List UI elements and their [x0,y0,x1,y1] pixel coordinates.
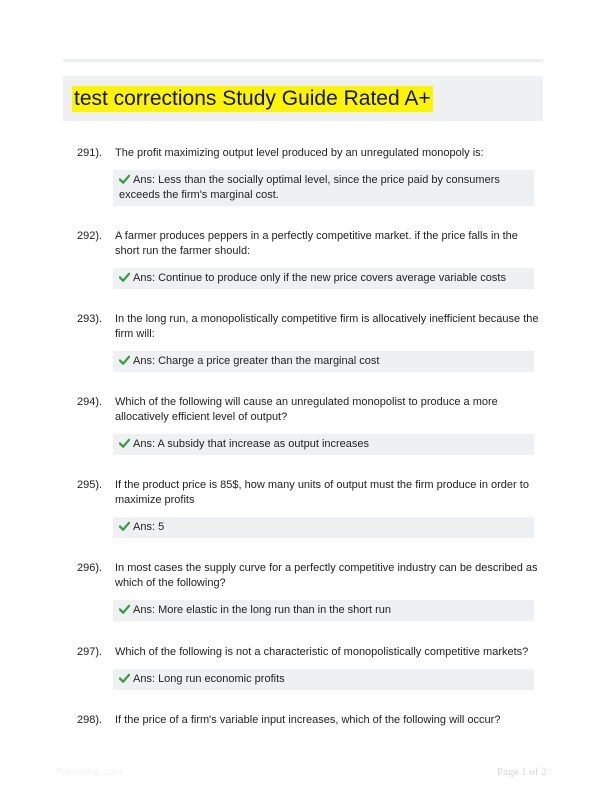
top-rule [63,59,543,62]
answer-text: Ans: More elastic in the long run than in the short run [133,604,392,616]
answer-box [113,600,534,621]
check-icon [119,174,130,184]
answer-box [113,268,534,289]
question-number: 293). [77,313,103,325]
question-text: In the long run, a monopolistically competitive firm is allocatively inefficient because the firm will: [115,313,539,340]
question-text: A farmer produces peppers in a perfectly competitive market. if the price falls in the short run the farmer should: [115,230,518,257]
check-icon [119,604,130,614]
page-number: Page 1 of 2 [497,766,547,778]
answer-text: Ans: Less than the socially optimal level, since the price paid by consumers exceeds the firm's marginal cost. [119,174,500,201]
answer-box [113,170,534,206]
answer-box [113,517,534,538]
check-icon [119,673,130,683]
question-number: 294). [77,396,103,408]
answer-box [113,669,534,690]
check-icon [119,272,130,282]
question-text: The profit maximizing output level produced by an unregulated monopoly is: [115,147,484,159]
question-number: 295). [77,479,103,491]
answer-text: Ans: Long run economic profits [133,673,285,685]
question-number: 291). [77,147,103,159]
answer-box [113,434,534,455]
question-number: 296). [77,562,103,574]
question-text: If the price of a firm's variable input increases, which of the following will occur? [115,714,501,726]
check-icon [119,355,130,365]
question-text: In most cases the supply curve for a perfectly competitive industry can be described as which of the following? [115,562,538,589]
answer-text: Ans: Charge a price greater than the marginal cost [133,355,380,367]
question-text: If the product price is 85$, how many units of output must the firm produce in order to maximize profits [115,479,529,506]
question-number: 298). [77,714,103,726]
title-band [63,76,543,121]
question-number: 297). [77,646,103,658]
answer-text: Ans: A subsidy that increase as output increases [133,438,370,450]
answer-text: Ans: Continue to produce only if the new price covers average variable costs [133,272,506,284]
footer-watermark: Paperlibie.com [56,767,123,778]
document-title: test corrections Study Guide Rated A+ [74,87,431,110]
question-text: Which of the following will cause an unregulated monopolist to produce a more allocatively efficient level of output? [115,396,498,423]
answer-box [113,351,534,372]
answer-text: Ans: 5 [133,521,165,533]
check-icon [119,521,130,531]
check-icon [119,438,130,448]
question-text: Which of the following is not a characteristic of monopolistically competitive markets? [115,646,529,658]
question-number: 292). [77,230,103,242]
